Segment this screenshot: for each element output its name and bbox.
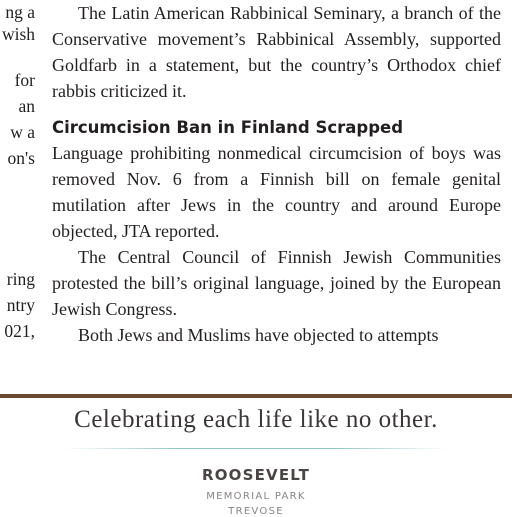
left-fragment: on's — [7, 148, 35, 168]
article-headline: Circumcision Ban in Finland Scrapped — [52, 118, 404, 137]
left-fragment: an — [18, 96, 35, 116]
ad-tagline: Celebrating each life like no other. — [74, 406, 438, 433]
ad-accent-line — [64, 448, 448, 449]
left-fragment: ng a — [5, 2, 35, 22]
ad-brand-name: ROOSEVELT — [201, 466, 311, 484]
left-column-clipped — [0, 0, 40, 385]
left-fragment: for — [14, 70, 35, 90]
left-fragment: w a — [10, 122, 35, 142]
article-paragraph: Both Jews and Muslims have objected to attempts — [78, 325, 439, 345]
advertisement — [0, 398, 512, 517]
article-paragraph: The Central Council of Finnish Jewish Communities protested the bill’s original language, joined by the European Jewish Congress. — [52, 247, 501, 319]
article-paragraph: Language prohibiting nonmedical circumcision of boys was removed Nov. 6 from a Finnish bill on female genital mutilation after Jews in the country and around Europe objected, JTA reported. — [52, 143, 501, 241]
ad-location: TREVOSE — [228, 506, 284, 517]
article-column — [52, 0, 501, 348]
left-fragment: ring — [6, 269, 35, 289]
left-fragment: ntry — [6, 295, 35, 315]
ad-subtitle: MEMORIAL PARK — [206, 491, 306, 502]
left-fragment: wish — [1, 24, 35, 44]
article-paragraph: The Latin American Rabbinical Seminary, a branch of the Conservative movement’s Rabbinical Assembly, supported Goldfarb in a statement, but the country’s Orthodox chief rabbis criticized it. — [52, 3, 501, 101]
left-fragment: 021, — [4, 321, 35, 341]
